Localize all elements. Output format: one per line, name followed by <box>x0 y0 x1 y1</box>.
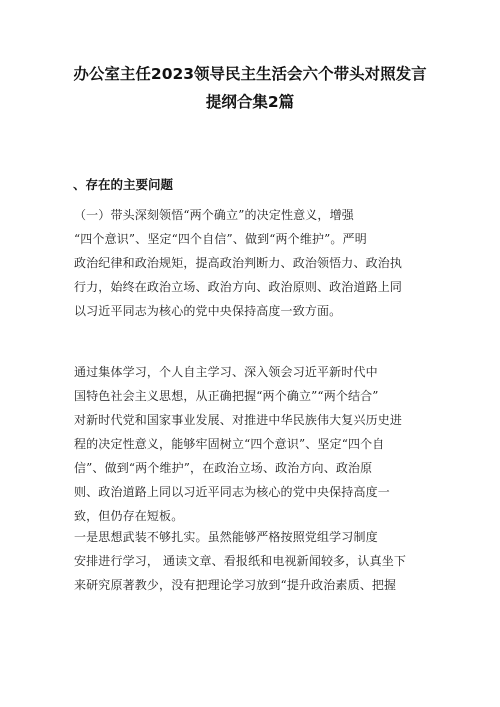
paragraph-line: 一是思想武装不够扎实。虽然能够严格按照党组学习制度 <box>74 530 378 544</box>
paragraph-line: 行力，始终在政治立场、政治方向、政治原则、政治道路上同 <box>74 280 403 294</box>
document-title-line-1: 办公室主任2023领导民主生活会六个带头对照发言 <box>73 65 427 83</box>
paragraph-line: （一）带头深刻领悟“两个确立”的决定性意义，增强 <box>74 208 354 222</box>
paragraph-line: 以习近平同志为核心的党中央保持高度一致方面。 <box>74 304 342 318</box>
section-heading: 、存在的主要问题 <box>73 177 174 192</box>
paragraph-1 <box>74 203 436 323</box>
paragraph-line: 安排进行学习， 通读文章、看报纸和电视新闻较多，认真坐下 <box>74 554 407 568</box>
paragraph-line: 通过集体学习，个人自主学习、深入领会习近平新时代中 <box>74 365 378 379</box>
paragraph-line: 国特色社会主义思想，从正确把握“两个确立”“两个结合” <box>74 389 379 403</box>
paragraph-3 <box>74 525 436 597</box>
paragraph-line: 则、政治道路上同以习近平同志为核心的党中央保持高度一 <box>74 485 390 499</box>
paragraph-line: “四个意识”、坚定“四个自信”、做到“两个维护”。严明 <box>74 232 367 246</box>
paragraph-line: 信”、做到“两个维护”，在政治立场、政治方向、政治原 <box>74 461 373 475</box>
paragraph-line: 程的决定性意义，能够牢固树立“四个意识”、坚定“四个自 <box>74 437 385 451</box>
paragraph-line: 来研究原著教少，没有把理论学习放到“提升政治素质、把握 <box>74 578 397 592</box>
paragraph-line: 政治纪律和政治规矩，提高政治判断力、政治领悟力、政治执 <box>74 256 403 270</box>
document-title-line-2: 提纲合集2篇 <box>205 93 295 111</box>
paragraph-line: 致，但仍存在短板。 <box>74 509 184 523</box>
paragraph-2 <box>74 360 436 528</box>
paragraph-line: 对新时代党和国家事业发展、对推进中华民族伟大复兴历史进 <box>74 413 403 427</box>
